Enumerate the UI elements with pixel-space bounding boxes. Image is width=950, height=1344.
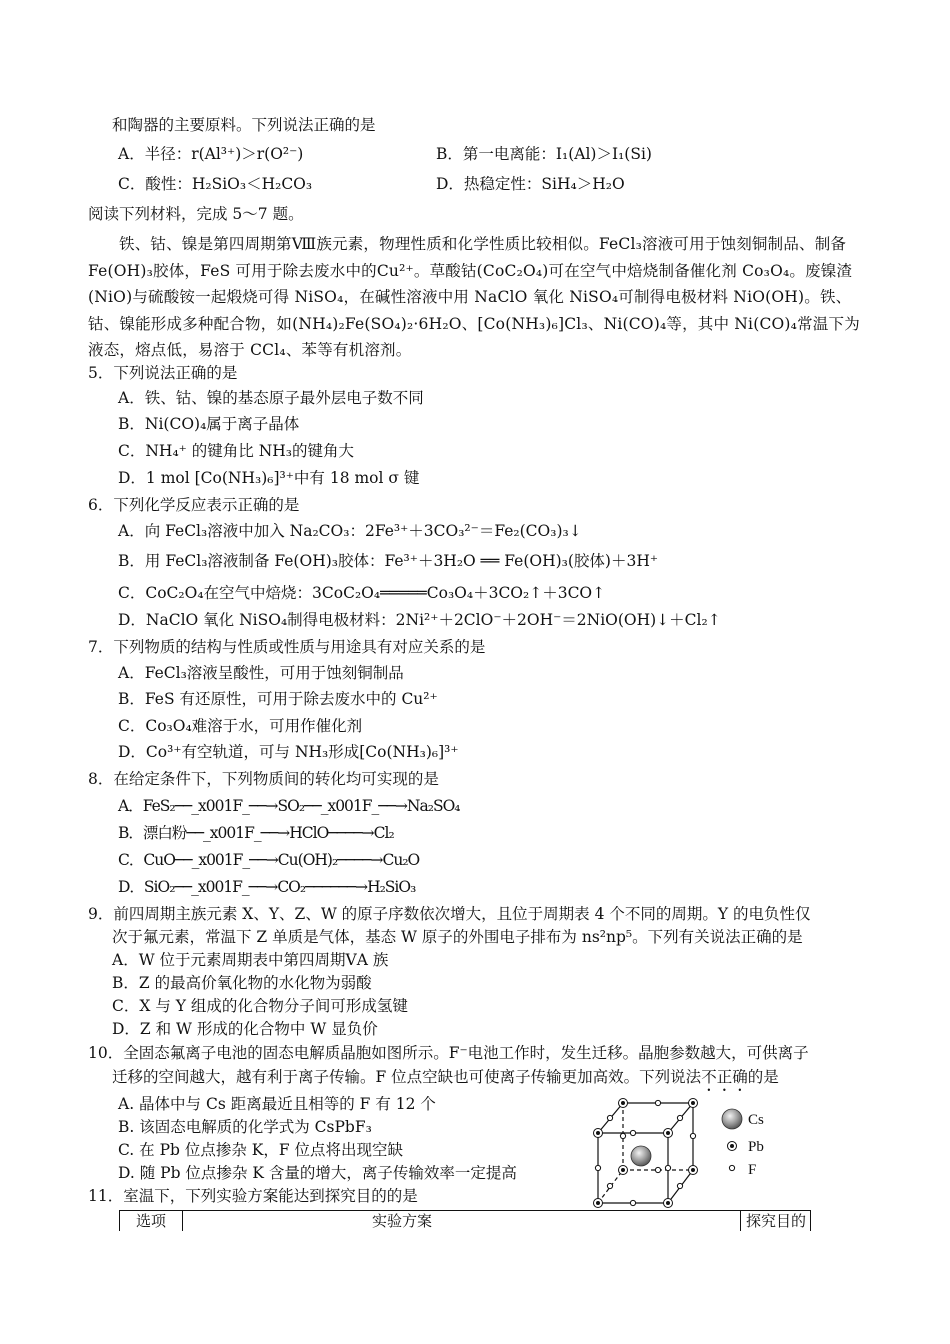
pb-atom: [664, 1129, 673, 1138]
q6-option-d: D．NaClO 氧化 NiSO₄制得电极材料：2Ni²⁺＋2ClO⁻＋2OH⁻＝2NiO(OH)↓＋Cl₂↑: [118, 611, 721, 629]
legend-cs-label: Cs: [748, 1112, 764, 1128]
pb-atom: [594, 1129, 603, 1138]
q9-stem-line1: 9．前四周期主族元素 X、Y、Z、W 的原子序数依次增大，且位于周期表 4 个不同的周期。Y 的电负性仅: [88, 905, 811, 923]
f-atom: [665, 1165, 670, 1170]
q4-stem-tail: 和陶器的主要原料。下列说法正确的是: [112, 116, 376, 134]
q7-option-d: D．Co³⁺有空轨道，可与 NH₃形成[Co(NH₃)₆]³⁺: [118, 743, 459, 761]
cs-atom: [631, 1146, 651, 1166]
q7-option-a: A．FeCl₃溶液呈酸性，可用于蚀刻铜制品: [118, 664, 404, 682]
f-atom: [607, 1115, 612, 1120]
q6-stem: 6．下列化学反应表示正确的是: [88, 496, 300, 514]
q4-option-a: A．半径：r(Al³⁺)＞r(O²⁻): [118, 145, 304, 163]
q9-stem-line2: 次于氟元素，常温下 Z 单质是气体，基态 W 原子的外围电子排布为 ns²np⁵。下列有关说法正确的是: [112, 928, 803, 946]
q4-option-c: C．酸性：H₂SiO₃＜H₂CO₃: [118, 175, 313, 193]
legend-pb-label: Pb: [748, 1139, 764, 1155]
legend-f-symbol: [729, 1165, 734, 1170]
q10-stem-line1: 10．全固态氟离子电池的固态电解质晶胞如图所示。F⁻电池工作时，发生迁移。晶胞参数越大，可供离子: [88, 1044, 809, 1062]
q11-stem: 11．室温下，下列实验方案能达到探究目的的是: [88, 1187, 418, 1205]
q8-option-d: D．SiO₂──_x001F_──→CO₂──────→H₂SiO₃: [118, 878, 416, 896]
q5-option-c: C．NH₄⁺ 的键角比 NH₃的键角大: [118, 442, 354, 460]
material-paragraph: 铁、钴、镍是第四周期第Ⅷ族元素，物理性质和化学性质比较相似。FeCl₃溶液可用于蚀刻铜制品、制备Fe(OH)₃胶体，FeS 可用于除去废水中的Cu²⁺。草酸钴(CoC₂O₄)可在空气中焙烧制备催化剂 Co₃O₄。废镍渣(NiO)与硫酸铵一起煅烧可得 NiSO₄，在碱性溶液中用 NaClO 氧化 NiSO₄可制得电极材料 NiO(OH)。铁、钴、镍能形成多种配合物，如(NH₄)₂Fe(SO₄)₂·6H₂O、[Co(NH₃)₆]Cl₃、Ni(CO)₄等，其中 Ni(CO)₄常温下为液态，熔点低，易溶于 CCl₄、苯等有机溶剂。: [88, 235, 860, 359]
q9-option-d: D．Z 和 W 形成的化合物中 W 显负价: [112, 1020, 378, 1038]
pb-atom: [689, 1099, 698, 1108]
q10-option-c: C. 在 Pb 位点掺杂 K，F 位点将出现空缺: [118, 1141, 404, 1159]
f-atom: [677, 1115, 682, 1120]
pb-atom: [664, 1199, 673, 1208]
q11-table-header: [119, 1210, 811, 1231]
f-atom: [690, 1133, 695, 1138]
q9-option-c: C．X 与 Y 组成的化合物分子间可形成氢键: [112, 997, 408, 1015]
q8-option-a: A．FeS₂──_x001F_──→SO₂──_x001F_──→Na₂SO₄: [118, 797, 460, 815]
q8-option-c: C．CuO──_x001F_──→Cu(OH)₂────→Cu₂O: [118, 851, 420, 869]
pb-atom: [689, 1166, 698, 1175]
q4-option-d: D．热稳定性：SiH₄＞H₂O: [436, 175, 625, 193]
q10-stem-line2-c: 的是: [747, 1068, 779, 1086]
q8-option-b: B．漂白粉──_x001F_──→HClO────→Cl₂: [118, 824, 394, 842]
f-atom: [595, 1165, 600, 1170]
q5-option-b: B．Ni(CO)₄属于离子晶体: [118, 415, 300, 433]
f-atom: [630, 1130, 635, 1135]
pb-atom: [594, 1199, 603, 1208]
legend-cs-symbol: [722, 1109, 742, 1129]
q10-option-a: A. 晶体中与 Cs 距离最近且相等的 F 有 12 个: [118, 1095, 436, 1113]
material-intro: 阅读下列材料，完成 5～7 题。: [88, 205, 304, 223]
q6-option-b: B．用 FeCl₃溶液制备 Fe(OH)₃胶体：Fe³⁺＋3H₂O ══ Fe(OH)₃(胶体)＋3H⁺: [118, 552, 659, 570]
legend: [722, 1109, 764, 1178]
q10-stem-line2-a: 迁移的空间越大，越有利于离子传输。F 位点空缺也可使离子传输更加高效。下列说法: [112, 1068, 702, 1086]
q7-stem: 7．下列物质的结构与性质或性质与用途具有对应关系的是: [88, 638, 486, 656]
table-header-purpose: 探究目的: [740, 1211, 811, 1231]
q5-option-a: A．铁、钴、镍的基态原子最外层电子数不同: [118, 389, 424, 407]
f-atom: [655, 1167, 660, 1172]
f-atom: [655, 1100, 660, 1105]
f-atom: [677, 1183, 682, 1188]
table-header-option: 选项: [120, 1211, 183, 1231]
f-atom: [630, 1200, 635, 1205]
q9-option-b: B．Z 的最高价氧化物的水化物为弱酸: [112, 974, 372, 992]
q10-emphasis-not-correct: 不正确: [701, 1068, 748, 1086]
q6-option-c: C．CoC₂O₄在空气中焙烧：3CoC₂O₄═════Co₃O₄＋3CO₂↑＋3CO↑: [118, 584, 606, 602]
table-header-scheme: 实验方案: [371, 1212, 432, 1230]
q7-option-b: B．FeS 有还原性，可用于除去废水中的 Cu²⁺: [118, 690, 438, 708]
f-atom: [607, 1183, 612, 1188]
q10-option-b: B. 该固态电解质的化学式为 CsPbF₃: [118, 1118, 372, 1136]
f-atom: [620, 1133, 625, 1138]
pb-atom: [619, 1099, 628, 1108]
pb-atom: [619, 1166, 628, 1175]
q5-stem: 5．下列说法正确的是: [88, 364, 238, 382]
q7-option-c: C．Co₃O₄难溶于水，可用作催化剂: [118, 717, 363, 735]
q8-stem: 8．在给定条件下，下列物质间的转化均可实现的是: [88, 770, 439, 788]
q5-option-d: D．1 mol [Co(NH₃)₆]³⁺中有 18 mol σ 键: [118, 469, 420, 487]
q9-option-a: A．W 位于元素周期表中第四周期ⅤA 族: [112, 951, 389, 969]
legend-pb-dot: [730, 1144, 734, 1148]
crystal-cell-figure: [578, 1088, 818, 1218]
q10-option-d: D. 随 Pb 位点掺杂 K 含量的增大，离子传输效率一定提高: [118, 1164, 517, 1182]
q6-option-a: A．向 FeCl₃溶液中加入 Na₂CO₃：2Fe³⁺＋3CO₃²⁻＝Fe₂(CO₃)₃↓: [118, 522, 582, 540]
q4-option-b: B．第一电离能：I₁(Al)＞I₁(Si): [436, 145, 652, 163]
legend-f-label: F: [748, 1162, 757, 1178]
